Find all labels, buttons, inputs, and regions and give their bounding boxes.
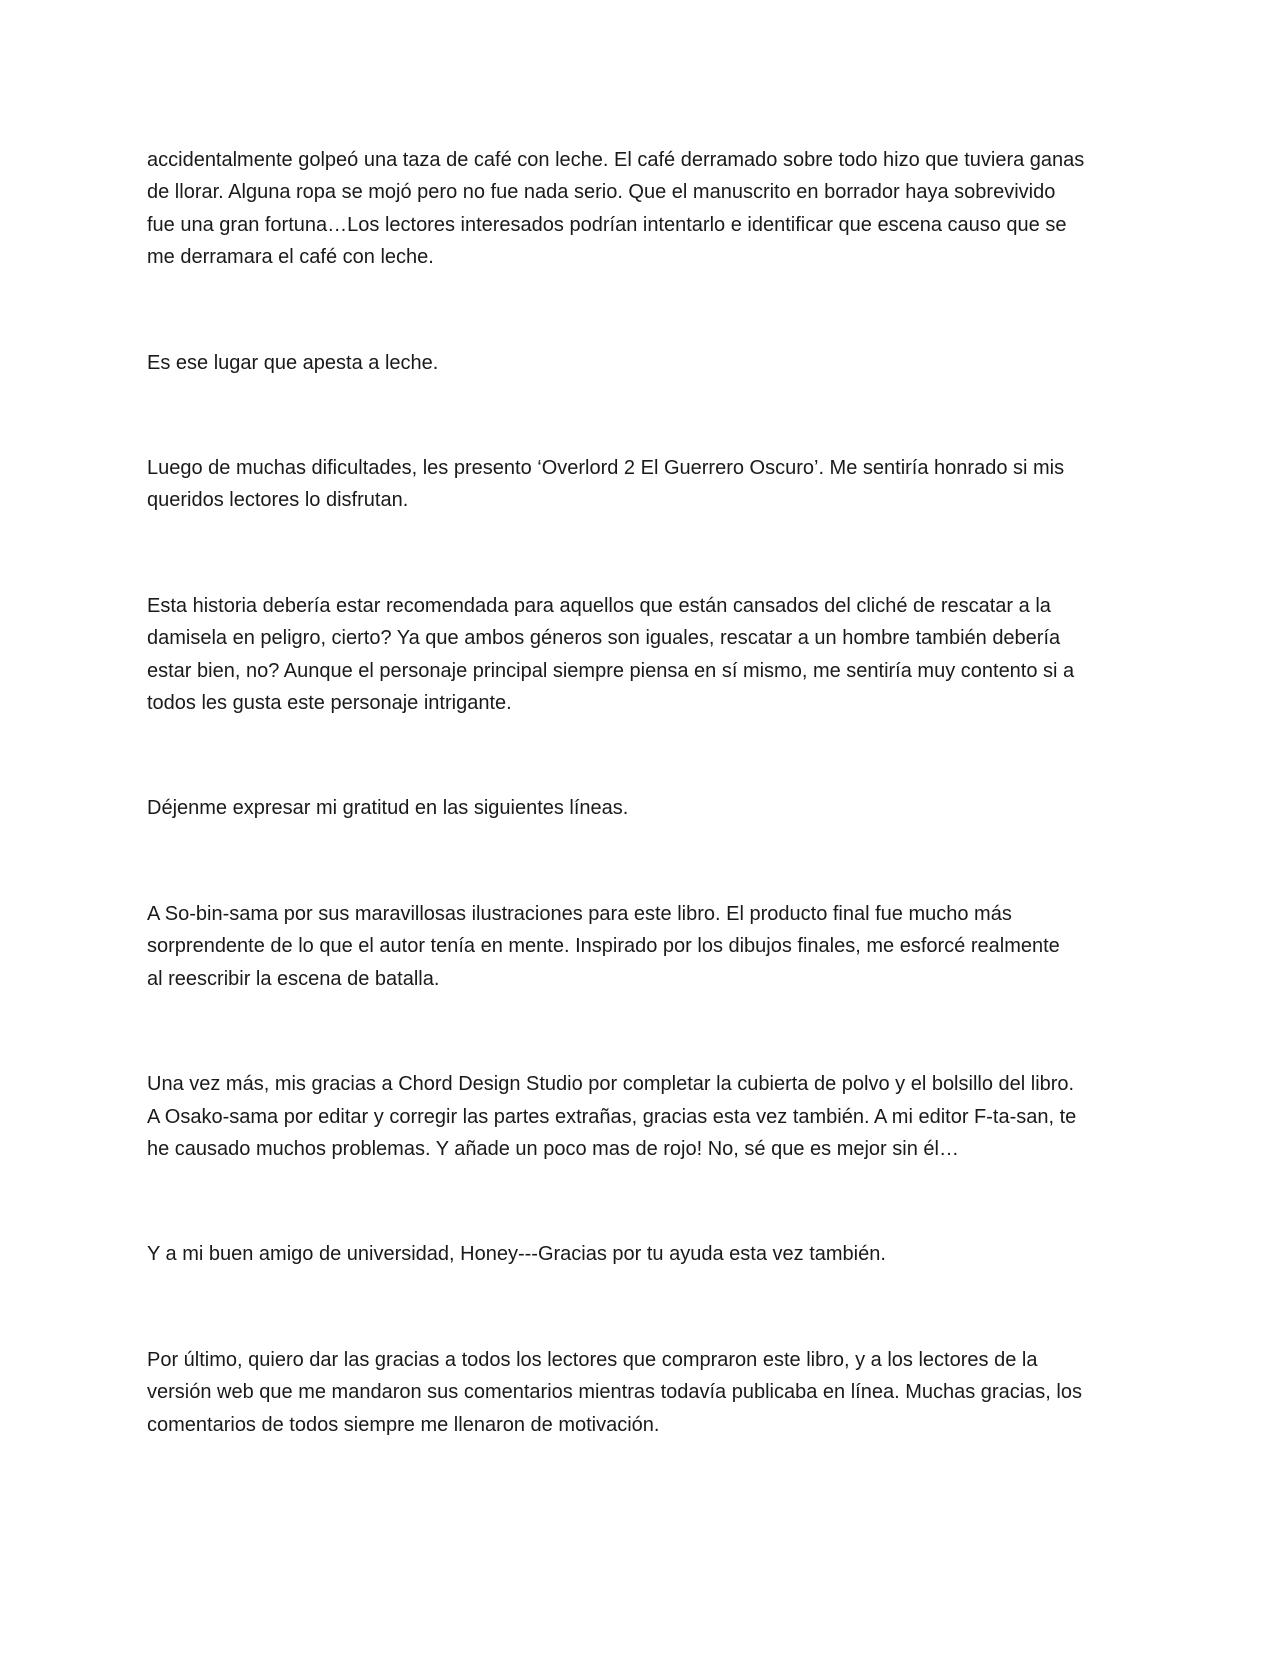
paragraph-line: Por último, quiero dar las gracias a todos los lectores que compraron este libro, y a los lectores de la bbox=[147, 1348, 1038, 1371]
paragraph-line: he causado muchos problemas. Y añade un poco mas de rojo! No, sé que es mejor sin él… bbox=[147, 1137, 959, 1160]
paragraph-line: al reescribir la escena de batalla. bbox=[147, 967, 440, 990]
paragraph-7 bbox=[147, 1068, 1137, 1165]
paragraph-line: Una vez más, mis gracias a Chord Design Studio por completar la cubierta de polvo y el bolsillo del libro. bbox=[147, 1073, 1075, 1096]
paragraph-5 bbox=[147, 792, 1137, 824]
paragraph-line: de llorar. Alguna ropa se mojó pero no fue nada serio. Que el manuscrito en borrador haya sobrevivido bbox=[147, 181, 1056, 204]
paragraph-line: comentarios de todos siempre me llenaron de motivación. bbox=[147, 1413, 660, 1436]
paragraph-9 bbox=[147, 1344, 1137, 1441]
paragraph-4 bbox=[147, 590, 1137, 720]
paragraph-line: damisela en peligro, cierto? Ya que ambos géneros son iguales, rescatar a un hombre también debería bbox=[147, 627, 1061, 650]
paragraph-6 bbox=[147, 898, 1137, 995]
paragraph-line: queridos lectores lo disfrutan. bbox=[147, 489, 409, 512]
paragraph-line: Déjenme expresar mi gratitud en las siguientes líneas. bbox=[147, 797, 629, 820]
paragraph-line: accidentalmente golpeó una taza de café con leche. El café derramado sobre todo hizo que tuviera ganas bbox=[147, 149, 1085, 171]
paragraph-line: Esta historia debería estar recomendada para aquellos que están cansados del cliché de rescatar a la bbox=[147, 594, 1051, 617]
paragraph-line: A Osako-sama por editar y corregir las partes extrañas, gracias esta vez también. A mi editor F-ta-san, te bbox=[147, 1105, 1077, 1128]
paragraph-1 bbox=[147, 144, 1137, 274]
paragraph-line: estar bien, no? Aunque el personaje principal siempre piensa en sí mismo, me sentiría muy contento si a bbox=[147, 659, 1075, 682]
paragraph-line: versión web que me mandaron sus comentarios mientras todavía publicaba en línea. Muchas gracias, los bbox=[147, 1381, 1082, 1404]
paragraph-line: A So-bin-sama por sus maravillosas ilustraciones para este libro. El producto final fue mucho más bbox=[147, 902, 1012, 925]
paragraph-line: fue una gran fortuna…Los lectores interesados podrían intentarlo e identificar que escena causo que se bbox=[147, 213, 1067, 236]
paragraph-line: todos les gusta este personaje intrigante. bbox=[147, 692, 512, 715]
paragraph-3 bbox=[147, 452, 1137, 517]
document-body bbox=[147, 144, 1137, 1441]
paragraph-line: sorprendente de lo que el autor tenía en mente. Inspirado por los dibujos finales, me esforcé realmente bbox=[147, 935, 1060, 958]
paragraph-line: Luego de muchas dificultades, les presento ‘Overlord 2 El Guerrero Oscuro’. Me sentiría honrado si mis bbox=[147, 457, 1065, 480]
paragraph-line: me derramara el café con leche. bbox=[147, 246, 434, 269]
paragraph-2 bbox=[147, 347, 1137, 379]
paragraph-line: Es ese lugar que apesta a leche. bbox=[147, 351, 439, 374]
paragraph-8 bbox=[147, 1238, 1137, 1270]
paragraph-line: Y a mi buen amigo de universidad, Honey---Gracias por tu ayuda esta vez también. bbox=[147, 1243, 886, 1266]
